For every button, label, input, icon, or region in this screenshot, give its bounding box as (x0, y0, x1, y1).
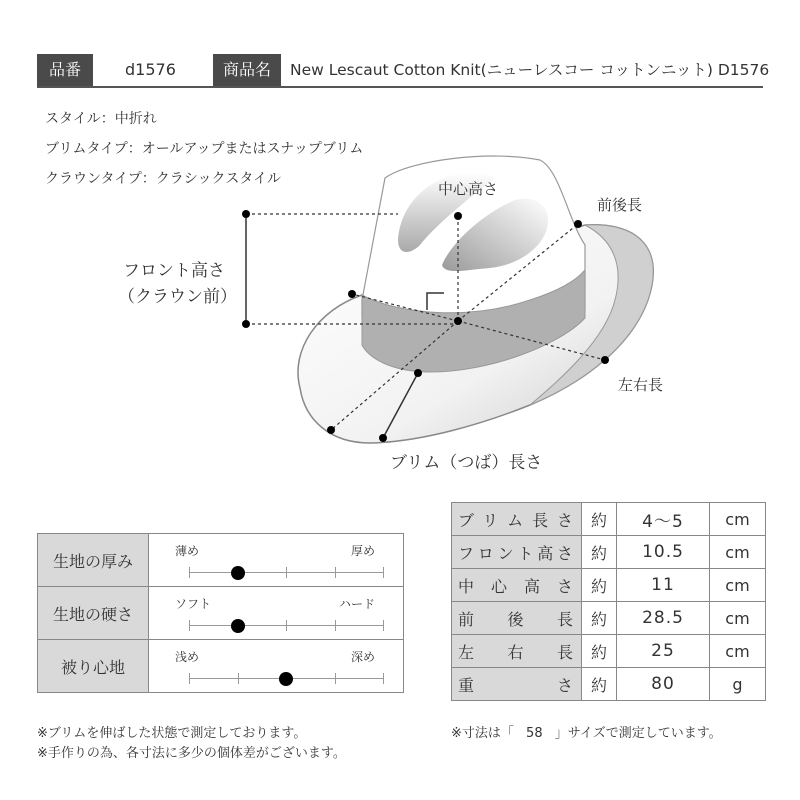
label-front-back: 前後長 (597, 196, 643, 214)
label-front-height: フロント高さ (123, 261, 225, 281)
table-row (452, 635, 766, 668)
fabric-label: 生地の硬さ (38, 587, 149, 640)
table-row (38, 534, 404, 587)
size-value: 25 (617, 635, 710, 668)
scale-left-label: ソフト (175, 597, 212, 611)
scale-tick (335, 673, 336, 684)
note-size-prefix: ※寸法は「 (451, 726, 514, 741)
fabric-label: 被り心地 (38, 640, 149, 693)
fabric-scale (149, 640, 404, 693)
table-row (452, 503, 766, 536)
item-no: d1576 (125, 60, 176, 79)
size-value: 11 (617, 569, 710, 602)
scale-level-dot (231, 619, 245, 633)
size-value: 80 (617, 668, 710, 701)
label-brim-length: ブリム（つば）長さ (390, 453, 543, 473)
table-row (452, 536, 766, 569)
scale-left-label: 薄め (175, 544, 200, 558)
size-label: 重さ (452, 668, 582, 701)
scale-level-dot (231, 566, 245, 580)
scale-right-label: 厚め (350, 544, 375, 558)
table-row (452, 569, 766, 602)
size-table (451, 502, 766, 701)
label-left-right: 左右長 (618, 376, 664, 394)
table-row (38, 587, 404, 640)
note-handmade: ※手作りの為、各寸法に多少の個体差がございます。 (37, 746, 346, 761)
size-approx: 約 (582, 503, 617, 536)
scale-tick (383, 620, 384, 631)
size-approx: 約 (582, 635, 617, 668)
fabric-scale (149, 587, 404, 640)
scale-tick (286, 620, 287, 631)
fabric-label: 生地の厚み (38, 534, 149, 587)
table-row (452, 668, 766, 701)
scale-left-label: 浅め (175, 650, 200, 664)
table-row (38, 640, 404, 693)
size-label: 中心高さ (452, 569, 582, 602)
scale-right-label: ハード (338, 597, 375, 611)
size-unit: cm (710, 536, 766, 569)
scale-tick (335, 620, 336, 631)
size-value: 4～5 (617, 503, 710, 536)
product-name-label: 商品名 (213, 54, 281, 86)
note-brim: ※ブリムを伸ばした状態で測定しております。 (37, 726, 307, 741)
size-value: 10.5 (617, 536, 710, 569)
size-unit: cm (710, 635, 766, 668)
scale-tick (189, 673, 190, 684)
note-size-suffix: 」サイズで測定しています。 (554, 726, 722, 741)
size-unit: cm (710, 503, 766, 536)
size-value: 28.5 (617, 602, 710, 635)
item-no-label: 品番 (37, 54, 93, 86)
scale-tick (189, 567, 190, 578)
scale-tick (238, 673, 239, 684)
label-front-height-sub: （クラウン前） (118, 287, 237, 307)
scale-tick (383, 673, 384, 684)
size-approx: 約 (582, 569, 617, 602)
size-unit: cm (710, 602, 766, 635)
spec-brim-type: ブリムタイプ：オールアップまたはスナップブリム (45, 141, 364, 157)
size-label: 前後長 (452, 602, 582, 635)
scale-right-label: 深め (350, 650, 375, 664)
size-approx: 約 (582, 668, 617, 701)
scale-tick (189, 620, 190, 631)
spec-style: スタイル：中折れ (45, 111, 157, 127)
size-approx: 約 (582, 602, 617, 635)
scale-tick (286, 567, 287, 578)
note-size-value: 58 (526, 726, 543, 741)
product-name: New Lescaut Cotton Knit(ニューレスコー コットンニット) D1576 (290, 61, 770, 79)
spec-crown-type: クラウンタイプ：クラシックスタイル (45, 171, 282, 187)
note-size (451, 722, 722, 741)
size-unit: cm (710, 569, 766, 602)
table-row (452, 602, 766, 635)
scale-tick (383, 567, 384, 578)
scale-level-dot (279, 672, 293, 686)
size-label: ブリム長さ (452, 503, 582, 536)
label-center-height: 中心高さ (438, 180, 499, 198)
size-label: 左右長 (452, 635, 582, 668)
size-label: フロント高さ (452, 536, 582, 569)
fabric-table (37, 533, 404, 693)
size-approx: 約 (582, 536, 617, 569)
fabric-scale (149, 534, 404, 587)
size-unit: g (710, 668, 766, 701)
scale-tick (335, 567, 336, 578)
